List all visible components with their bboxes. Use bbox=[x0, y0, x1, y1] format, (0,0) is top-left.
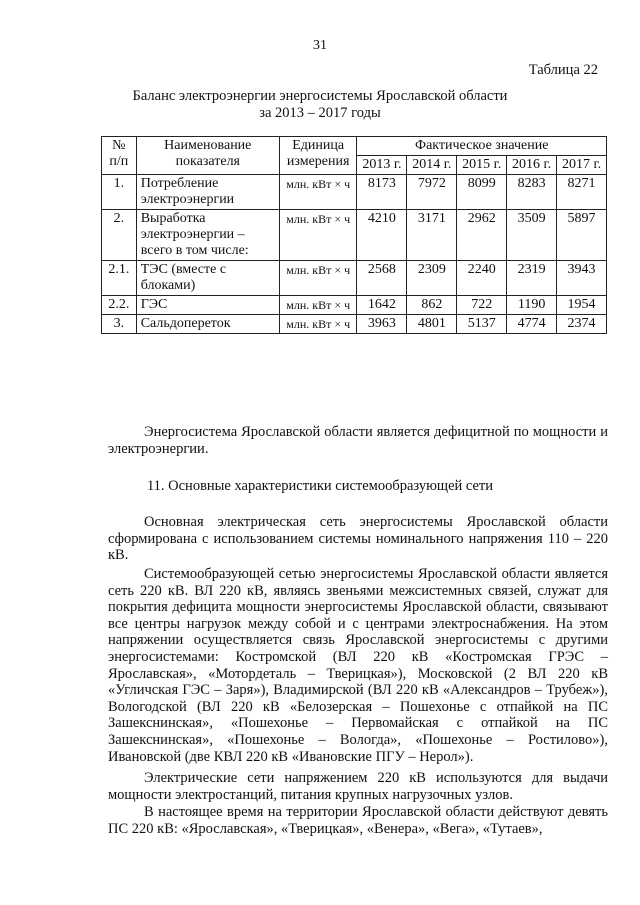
row-value: 2568 bbox=[357, 261, 407, 296]
header-name: Наименование показателя bbox=[136, 137, 279, 175]
body-paragraph: Основная электрическая сеть энергосистемы Ярославской области сформирована с использованием системы номинального напряжения 110 – 220 кВ. bbox=[108, 514, 608, 564]
row-value: 7972 bbox=[407, 175, 457, 210]
row-unit: млн. кВт × ч bbox=[279, 261, 357, 296]
row-value: 2309 bbox=[407, 261, 457, 296]
row-name: ТЭС (вместе с блоками) bbox=[136, 261, 279, 296]
caption-line-2: за 2013 – 2017 годы bbox=[259, 105, 381, 121]
row-value: 5137 bbox=[457, 315, 507, 334]
row-num: 2.2. bbox=[102, 296, 137, 315]
table-row bbox=[102, 296, 607, 315]
header-unit: Единица измерения bbox=[279, 137, 357, 175]
row-num: 2.1. bbox=[102, 261, 137, 296]
row-value: 2962 bbox=[457, 210, 507, 261]
row-unit: млн. кВт × ч bbox=[279, 296, 357, 315]
row-value: 2374 bbox=[557, 315, 607, 334]
header-year: 2015 г. bbox=[457, 156, 507, 175]
body-paragraph: Системообразующей сетью энергосистемы Ярославской области является сеть 220 кВ. ВЛ 220 кВ, являясь звеньями межсистемных связей, служат для покрытия дефицита мощности энергосистемы Ярославской области, связывают все центры нагрузок между собой и с центрами электроснабжения. На этом напряжении осуществляется связь Ярославской энергосистемы с другими энергосистемами: Костромской (ВЛ 220 кВ «Костромская ГРЭС – Ярославская», «Мотордеталь – Тверицкая»), Московской (2 ВЛ 220 кВ «Угличская ГЭС – Заря»), Владимирской (ВЛ 220 кВ «Александров – Трубеж»), Вологодской (ВЛ 220 кВ «Белозерская – Пошехонье с отпайкой на ПС Зашекснинская», «Пошехонье – Первомайская с отпайкой на ПС Зашекснинская», «Пошехонье – Вологда», «Пошехонье – Ростилово»), Ивановской (две КВЛ 220 кВ «Ивановские ПГУ – Нерол»). bbox=[108, 566, 608, 765]
row-name: Потребление электроэнергии bbox=[136, 175, 279, 210]
row-value: 8173 bbox=[357, 175, 407, 210]
row-value: 2319 bbox=[507, 261, 557, 296]
row-value: 3171 bbox=[407, 210, 457, 261]
row-value: 2240 bbox=[457, 261, 507, 296]
row-value: 3509 bbox=[507, 210, 557, 261]
row-num: 1. bbox=[102, 175, 137, 210]
row-name: Сальдопереток bbox=[136, 315, 279, 334]
header-year: 2016 г. bbox=[507, 156, 557, 175]
row-num: 3. bbox=[102, 315, 137, 334]
row-unit: млн. кВт × ч bbox=[279, 315, 357, 334]
row-value: 8283 bbox=[507, 175, 557, 210]
body-paragraph: В настоящее время на территории Ярославской области действуют девять ПС 220 кВ: «Ярославская», «Тверицкая», «Венера», «Вега», «Тутаев», bbox=[108, 804, 608, 837]
header-num: № п/п bbox=[102, 137, 137, 175]
table-row bbox=[102, 210, 607, 261]
row-value: 3943 bbox=[557, 261, 607, 296]
row-value: 722 bbox=[457, 296, 507, 315]
row-value: 862 bbox=[407, 296, 457, 315]
page-number: 31 bbox=[313, 38, 327, 53]
row-unit: млн. кВт × ч bbox=[279, 210, 357, 261]
row-value: 4774 bbox=[507, 315, 557, 334]
header-fact: Фактическое значение bbox=[357, 137, 607, 156]
row-value: 1642 bbox=[357, 296, 407, 315]
table-label: Таблица 22 bbox=[528, 62, 598, 78]
deficit-paragraph: Энергосистема Ярославской области является дефицитной по мощности и электроэнергии. bbox=[108, 424, 608, 457]
row-value: 8271 bbox=[557, 175, 607, 210]
caption-line-1: Баланс электроэнергии энергосистемы Ярославской области bbox=[132, 88, 508, 104]
table-header-row bbox=[102, 137, 607, 156]
row-value: 8099 bbox=[457, 175, 507, 210]
header-year: 2017 г. bbox=[557, 156, 607, 175]
header-year: 2013 г. bbox=[357, 156, 407, 175]
row-value: 5897 bbox=[557, 210, 607, 261]
table-caption bbox=[0, 88, 640, 122]
table-row bbox=[102, 175, 607, 210]
row-value: 4801 bbox=[407, 315, 457, 334]
row-value: 3963 bbox=[357, 315, 407, 334]
row-value: 1190 bbox=[507, 296, 557, 315]
row-name: Выработка электроэнергии – всего в том числе: bbox=[136, 210, 279, 261]
balance-table bbox=[101, 136, 607, 334]
row-num: 2. bbox=[102, 210, 137, 261]
row-value: 4210 bbox=[357, 210, 407, 261]
row-name: ГЭС bbox=[136, 296, 279, 315]
header-year: 2014 г. bbox=[407, 156, 457, 175]
section-heading: 11. Основные характеристики системообразующей сети bbox=[146, 478, 494, 494]
table-row bbox=[102, 315, 607, 334]
body-paragraph: Электрические сети напряжением 220 кВ используются для выдачи мощности электростанций, питания крупных нагрузочных узлов. bbox=[108, 770, 608, 803]
table-row bbox=[102, 261, 607, 296]
row-unit: млн. кВт × ч bbox=[279, 175, 357, 210]
row-value: 1954 bbox=[557, 296, 607, 315]
